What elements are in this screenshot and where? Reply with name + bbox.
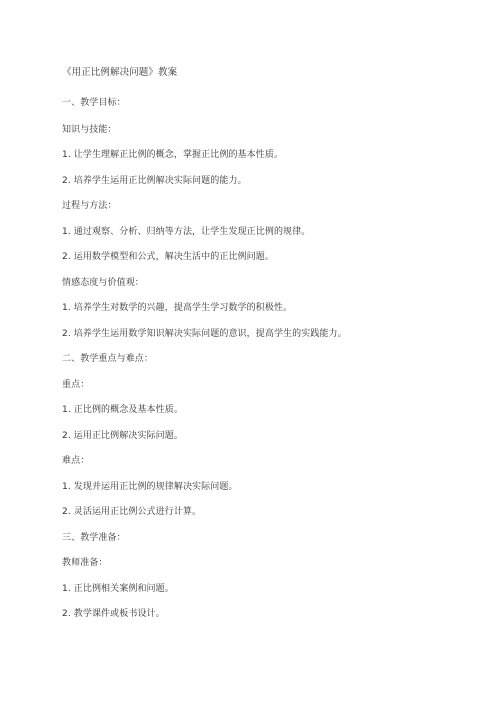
subheading-process-methods: 过程与方法： (62, 201, 117, 211)
list-item: 2. 运用数学模型和公式，解决生活中的正比例问题。 (62, 252, 274, 262)
list-item: 2. 灵活运用正比例公式进行计算。 (62, 507, 202, 517)
subheading-difficult-points: 难点： (62, 456, 90, 466)
list-item: 1. 正比例相关案例和问题。 (62, 584, 174, 594)
subheading-teacher-preparation: 教师准备： (62, 558, 108, 568)
list-item: 2. 教学课件或板书设计。 (62, 609, 165, 619)
subheading-attitude-values: 情感态度与价值观： (62, 278, 144, 288)
list-item: 1. 培养学生对数学的兴趣，提高学生学习数学的积极性。 (62, 303, 293, 313)
list-item: 2. 运用正比例解决实际问题。 (62, 431, 183, 441)
list-item: 1. 正比例的概念及基本性质。 (62, 405, 183, 415)
section-heading-key-difficult-points: 二、教学重点与难点： (62, 354, 154, 364)
list-item: 1. 让学生理解正比例的概念，掌握正比例的基本性质。 (62, 150, 284, 160)
subheading-knowledge-skills: 知识与技能： (62, 125, 117, 135)
list-item: 2. 培养学生运用数学知识解决实际问题的意识，提高学生的实践能力。 (62, 329, 347, 339)
list-item: 1. 发现并运用正比例的规律解决实际问题。 (62, 482, 238, 492)
section-heading-objectives: 一、教学目标： (62, 98, 126, 108)
document-title: 《用正比例解决问题》教案 (62, 67, 178, 78)
list-item: 1. 通过观察、分析、归纳等方法，让学生发现正比例的规律。 (62, 227, 311, 237)
section-heading-preparation: 三、教学准备： (62, 533, 126, 543)
list-item: 2. 培养学生运用正比例解决实际问题的能力。 (62, 176, 247, 186)
subheading-key-points: 重点： (62, 380, 90, 390)
